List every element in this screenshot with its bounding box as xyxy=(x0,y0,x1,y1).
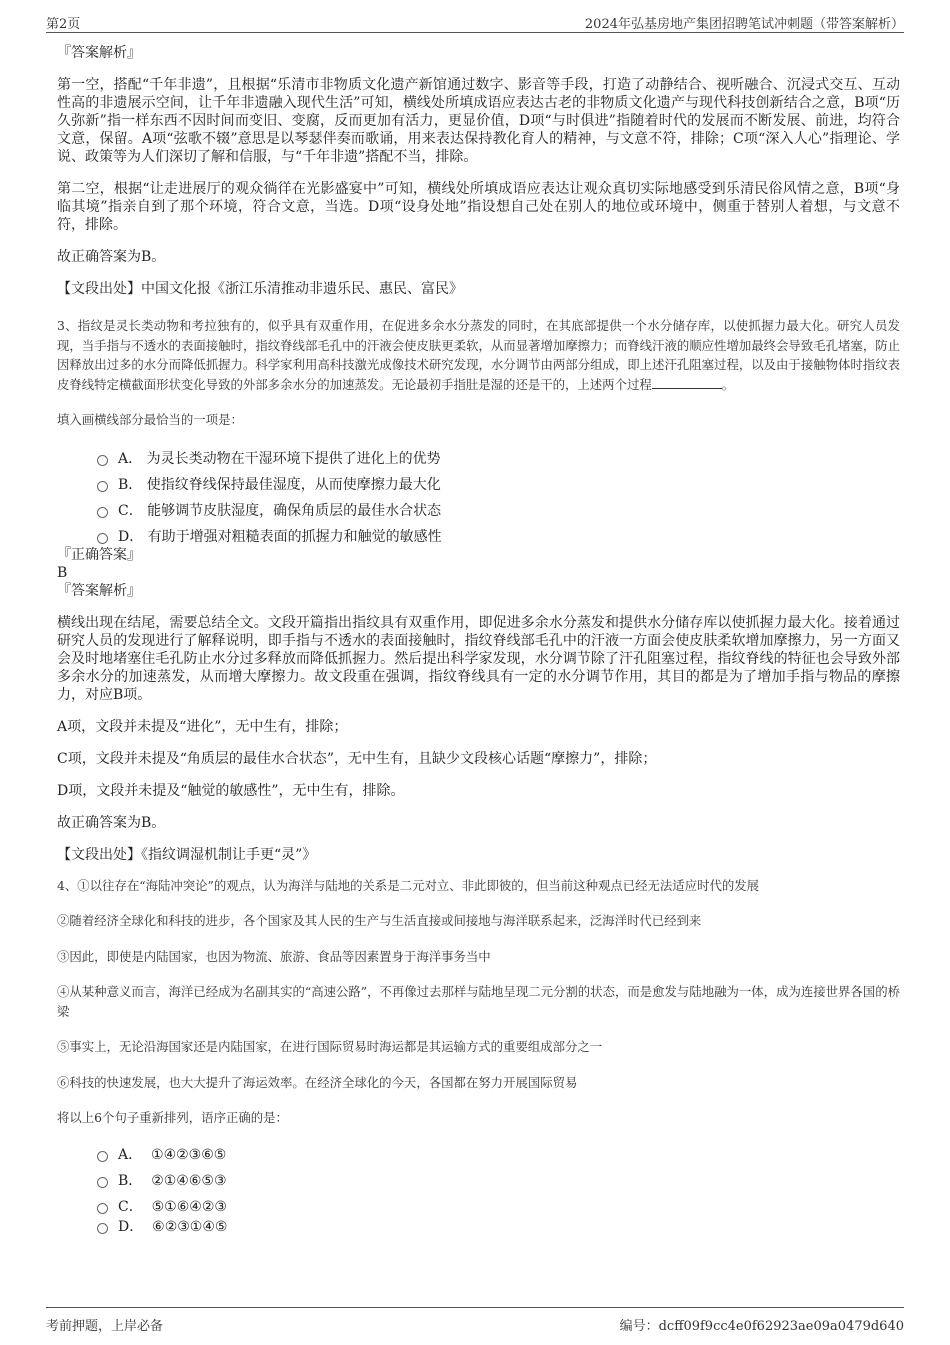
q4-option-c[interactable] xyxy=(97,1198,900,1216)
q2-analysis-title: 『答案解析』 xyxy=(57,45,141,61)
q3-conclusion: 故正确答案为B。 xyxy=(57,814,166,831)
q3-analysis-title: 『答案解析』 xyxy=(57,582,141,599)
option-letter: B． xyxy=(118,476,143,493)
q4-sentence-4: ④从某种意义而言，海洋已经成为名副其实的“高速公路”，不再像过去那样与陆地呈现二元分割的状态，而是愈发与陆地融为一体，成为连接世界各国的桥梁 xyxy=(57,984,900,1019)
q4-sentence-5: ⑤事实上，无论沿海国家还是内陆国家，在进行国际贸易时海运都是其运输方式的重要组成部分之一 xyxy=(57,1039,603,1054)
q4-option-d[interactable] xyxy=(97,1218,900,1236)
q3-option-c[interactable] xyxy=(97,502,900,520)
code-label: 编号： xyxy=(619,1319,659,1334)
q3-answer: B xyxy=(57,564,68,581)
document-code xyxy=(620,1315,904,1334)
option-letter: C． xyxy=(118,502,143,519)
radio-icon[interactable] xyxy=(97,1223,108,1234)
option-text: 为灵长类动物在干湿环境下提供了进化上的优势 xyxy=(146,450,441,467)
option-text: ⑤①⑥④②③ xyxy=(151,1198,227,1215)
page-content xyxy=(57,44,900,1236)
q3-stem xyxy=(57,316,900,394)
page-header xyxy=(46,10,904,33)
radio-icon[interactable] xyxy=(97,481,108,492)
q3-stem-text: 3、指纹是灵长类动物和考拉独有的，似乎具有双重作用，在促进多余水分蒸发的同时，在其底部提供一个水分储存库，以使抓握力最大化。研究人员发现，当手指与不透水的表面接触时，指纹脊线部毛孔中的汗液会使皮肤更柔软，从而显著增加摩擦力；而脊线汗液的顺应性增加最终会导致毛孔堵塞，防止因释放出过多的水分而降低抓握力。科学家利用高科技激光成像技术研究发现，水分调节由两部分组成，即上述汗孔阻塞过程，以及由于接触物体时指纹表皮脊线特定横截面形状变化导致的外部多余水分的加速蒸发。无论最初手指肚是湿的还是干的，上述两个过程 xyxy=(57,318,900,392)
document-title: 2024年弘基房地产集团招聘笔试冲刺题（带答案解析） xyxy=(584,17,904,32)
q4-sentence-3: ③因此，即使是内陆国家，也因为物流、旅游、食品等因素置身于海洋事务当中 xyxy=(57,948,491,964)
q3-option-d[interactable] xyxy=(97,528,900,546)
q2-analysis-para-1: 第一空，搭配“千年非遗”，且根据“乐清市非物质文化遗产新馆通过数字、影音等手段，打造了动静结合、视听融合、沉浸式交互、互动性高的非遗展示空间，让千年非遗融入现代生活”可知，横线处所填成语应表达古老的非物质文化遗产与现代科技创新结合之意，B项“历久弥新”指一样东西不因时间而变旧、变腐，反而更加有活力，更显价值，D项“与时俱进”指随着时代的发展而不断发展、前进，均符合文意，保留。A项“弦歌不辍”意思是以琴瑟伴奏而歌诵，用来表达保持教化育人的精神，与文意不符，排除；C项“深入人心”指理论、学说、政策等为人们深切了解和信服，与“千年非遗”搭配不当，排除。 xyxy=(57,77,900,165)
q3-source: 【文段出处】《指纹调湿机制让手更“灵”》 xyxy=(57,846,317,863)
q3-blank xyxy=(652,376,722,389)
q4-options xyxy=(97,1146,900,1236)
q3-eliminate-c: C项，文段并未提及“角质层的最佳水合状态”，无中生有，且缺少文段核心话题“摩擦力”，排除； xyxy=(57,750,657,767)
radio-icon[interactable] xyxy=(97,455,108,466)
option-letter: D． xyxy=(118,1218,144,1235)
q3-prompt: 填入画横线部分最恰当的一项是： xyxy=(57,412,243,427)
radio-icon[interactable] xyxy=(97,1151,108,1162)
q3-eliminate-d: D项，文段并未提及“触觉的敏感性”，无中生有，排除。 xyxy=(57,782,405,799)
q4-prompt: 将以上6个句子重新排列，语序正确的是： xyxy=(57,1110,288,1125)
option-letter: C． xyxy=(118,1198,143,1215)
option-text: ②①④⑥⑤③ xyxy=(151,1172,227,1189)
option-text: 使指纹脊线保持最佳湿度，从而使摩擦力最大化 xyxy=(146,476,441,493)
radio-icon[interactable] xyxy=(97,533,108,544)
q3-answer-title: 『正确答案』 xyxy=(57,546,141,563)
page-number: 第2页 xyxy=(46,17,81,32)
q3-option-b[interactable] xyxy=(97,476,900,494)
option-letter: A． xyxy=(118,450,143,467)
radio-icon[interactable] xyxy=(97,507,108,518)
footer-slogan: 考前押题，上岸必备 xyxy=(46,1319,164,1334)
page-footer xyxy=(46,1307,904,1334)
q4-sentence-2: ②随着经济全球化和科技的进步，各个国家及其人民的生产与生活直接或间接地与海洋联系起来，泛海洋时代已经到来 xyxy=(57,913,702,928)
q2-analysis-para-2: 第二空，根据“让走进展厅的观众徜徉在光影盛宴中”可知，横线处所填成语应表达让观众真切实际地感受到乐清民俗风情之意，B项“身临其境”指亲自到了那个环境，符合文意，当选。D项“设身处地”指设想自己处在别人的地位或环境中，侧重于替别人着想，与文意不符，排除。 xyxy=(57,181,900,233)
option-letter: A． xyxy=(118,1146,143,1163)
q4-sentence-1: 4、①以往存在“海陆冲突论”的观点，认为海洋与陆地的关系是二元对立、非此即彼的，但当前这种观点已经无法适应时代的发展 xyxy=(57,877,760,893)
q2-conclusion: 故正确答案为B。 xyxy=(57,249,166,265)
q3-eliminate-a: A项，文段并未提及“进化”，无中生有，排除； xyxy=(57,718,348,735)
option-text: 能够调节皮肤湿度，确保角质层的最佳水合状态 xyxy=(147,502,442,519)
q3-options xyxy=(97,450,900,546)
option-letter: D． xyxy=(118,528,144,545)
q4-option-a[interactable] xyxy=(97,1146,900,1164)
q4-option-b[interactable] xyxy=(97,1172,900,1190)
q2-source: 【文段出处】中国文化报《浙江乐清推动非遗乐民、惠民、富民》 xyxy=(57,281,463,297)
code-value: dcff09f9cc4e0f62923ae09a0479d640 xyxy=(658,1319,904,1334)
radio-icon[interactable] xyxy=(97,1203,108,1214)
q3-analysis-para: 横线出现在结尾，需要总结全文。文段开篇指出指纹具有双重作用，即促进多余水分蒸发和提供水分储存库以使抓握力最大化。接着通过研究人员的发现进行了解释说明，即手指与不透水的表面接触时，指纹脊线部毛孔中的汗液一方面会使皮肤柔软增加摩擦力，另一方面又会及时地堵塞住毛孔防止水分过多释放而降低抓握力。然后提出科学家发现，水分调节除了汗孔阻塞过程，指纹脊线的特征也会导致外部多余水分的加速蒸发，从而增大摩擦力。故文段重在强调，指纹脊线具有一定的水分调节作用，其目的都是为了增加手指与物品的摩擦力，对应B项。 xyxy=(57,614,900,703)
radio-icon[interactable] xyxy=(97,1177,108,1188)
q3-option-a[interactable] xyxy=(97,450,900,468)
option-letter: B． xyxy=(118,1172,143,1189)
option-text: ⑥②③①④⑤ xyxy=(152,1218,228,1235)
q3-stem-end: 。 xyxy=(721,376,735,392)
q4-sentence-6: ⑥科技的快速发展，也大大提升了海运效率。在经济全球化的今天，各国都在努力开展国际贸易 xyxy=(57,1074,578,1090)
option-text: 有助于增强对粗糙表面的抓握力和触觉的敏感性 xyxy=(147,528,442,545)
option-text: ①④②③⑥⑤ xyxy=(151,1146,227,1163)
